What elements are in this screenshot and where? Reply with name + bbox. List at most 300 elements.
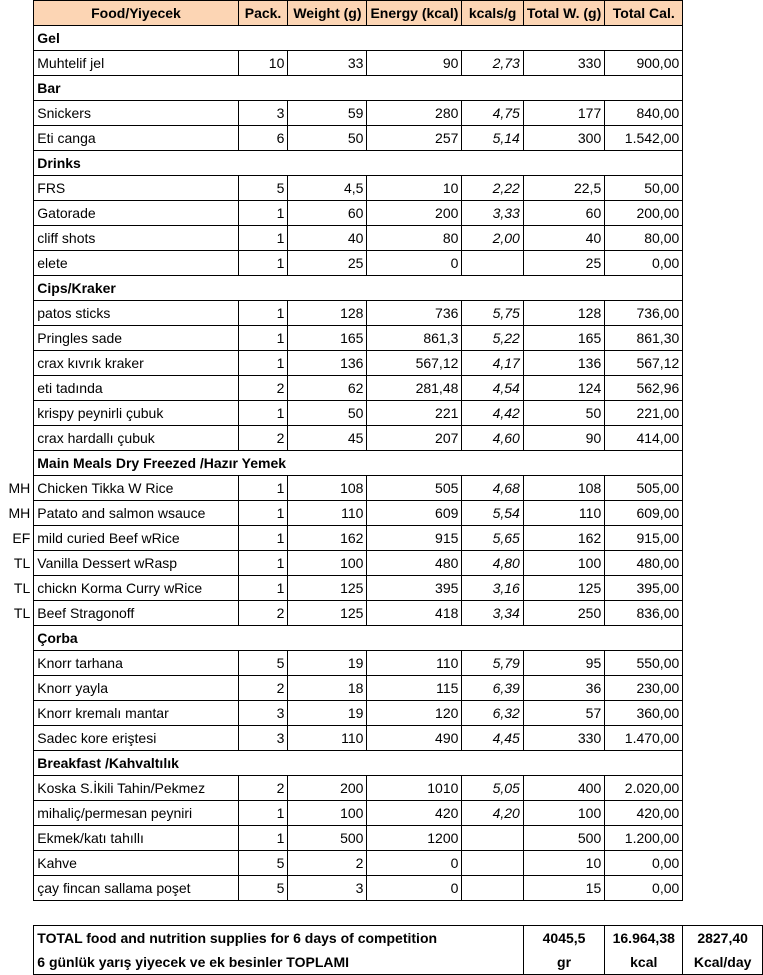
blank-cell [683, 726, 763, 751]
blank-cell [0, 276, 34, 301]
item-total-cal: 1.200,00 [605, 826, 683, 851]
blank-cell [683, 151, 763, 176]
item-energy: 505 [367, 476, 462, 501]
item-name: Snickers [34, 101, 238, 126]
blank-cell [683, 176, 763, 201]
table-row [0, 326, 763, 351]
table-row [0, 101, 763, 126]
item-name: krispy peynirli çubuk [34, 401, 238, 426]
table-row [0, 651, 763, 676]
item-pack: 5 [238, 651, 288, 676]
item-total-cal: 840,00 [605, 101, 683, 126]
table-row [0, 376, 763, 401]
item-energy: 1200 [367, 826, 462, 851]
item-total-cal: 360,00 [605, 701, 683, 726]
row-tag [0, 426, 34, 451]
item-pack: 1 [238, 401, 288, 426]
table-row [0, 301, 763, 326]
item-pack: 3 [238, 701, 288, 726]
blank-cell [683, 426, 763, 451]
item-pack: 1 [238, 526, 288, 551]
item-total-cal: 221,00 [605, 401, 683, 426]
blank-cell [683, 351, 763, 376]
item-weight: 2 [288, 851, 367, 876]
item-pack: 6 [238, 126, 288, 151]
row-tag [0, 126, 34, 151]
section-row [0, 151, 763, 176]
item-pack: 3 [238, 101, 288, 126]
section-row [0, 76, 763, 101]
item-pack: 10 [238, 51, 288, 76]
row-tag [0, 226, 34, 251]
item-name: Gatorade [34, 201, 238, 226]
row-tag [0, 676, 34, 701]
row-tag: TL [13, 580, 31, 596]
item-energy: 395 [367, 576, 462, 601]
item-pack: 5 [238, 176, 288, 201]
table-row [0, 351, 763, 376]
item-total-weight: 95 [523, 651, 604, 676]
item-total-cal: 505,00 [605, 476, 683, 501]
table-row [0, 726, 763, 751]
total-weight-value: 4045,5 [523, 926, 604, 951]
col-header-weight: Weight (g) [288, 1, 367, 26]
item-name: crax hardallı çubuk [34, 426, 238, 451]
item-energy: 567,12 [367, 351, 462, 376]
item-total-cal: 0,00 [605, 851, 683, 876]
item-name: cliff shots [34, 226, 238, 251]
item-name: çay fincan sallama poşet [34, 876, 238, 901]
item-total-weight: 90 [523, 426, 604, 451]
item-total-weight: 110 [523, 501, 604, 526]
row-tag: MH [8, 480, 31, 496]
item-total-weight: 300 [523, 126, 604, 151]
section-title: Bar [34, 76, 683, 101]
item-energy: 915 [367, 526, 462, 551]
item-kcals-g: 2,22 [462, 176, 523, 201]
item-kcals-g [462, 251, 523, 276]
table-row [0, 801, 763, 826]
item-kcals-g: 4,68 [462, 476, 523, 501]
blank-cell [683, 676, 763, 701]
item-pack: 2 [238, 676, 288, 701]
item-name: eti tadında [34, 376, 238, 401]
item-kcals-g: 5,05 [462, 776, 523, 801]
item-total-weight: 128 [523, 301, 604, 326]
section-row [0, 26, 763, 51]
row-tag [0, 876, 34, 901]
item-kcals-g: 4,54 [462, 376, 523, 401]
row-tag [0, 801, 34, 826]
col-header-energy: Energy (kcal) [367, 1, 462, 26]
item-energy: 115 [367, 676, 462, 701]
blank-cell [683, 826, 763, 851]
blank-cell [683, 576, 763, 601]
item-name: FRS [34, 176, 238, 201]
item-weight: 108 [288, 476, 367, 501]
row-tag [0, 401, 34, 426]
item-name: Vanilla Dessert wRasp [34, 551, 238, 576]
table-row [0, 576, 763, 601]
section-title: Cips/Kraker [34, 276, 683, 301]
item-pack: 1 [238, 326, 288, 351]
item-pack: 2 [238, 776, 288, 801]
item-total-cal: 0,00 [605, 251, 683, 276]
item-name: Pringles sade [34, 326, 238, 351]
blank-cell [683, 201, 763, 226]
blank-cell [0, 950, 34, 975]
item-pack: 1 [238, 476, 288, 501]
total-row [0, 926, 763, 951]
item-pack: 5 [238, 876, 288, 901]
item-total-cal: 80,00 [605, 226, 683, 251]
item-energy: 200 [367, 201, 462, 226]
blank-cell [683, 101, 763, 126]
item-name: Patato and salmon wsauce [34, 501, 238, 526]
item-weight: 125 [288, 576, 367, 601]
item-total-cal: 609,00 [605, 501, 683, 526]
item-total-cal: 736,00 [605, 301, 683, 326]
row-tag [0, 376, 34, 401]
item-weight: 165 [288, 326, 367, 351]
item-pack: 1 [238, 201, 288, 226]
row-tag: EF [12, 530, 31, 546]
blank-cell [683, 651, 763, 676]
row-tag [0, 101, 34, 126]
item-weight: 3 [288, 876, 367, 901]
item-total-weight: 125 [523, 576, 604, 601]
item-energy: 280 [367, 101, 462, 126]
blank-cell [0, 751, 34, 776]
table-row [0, 401, 763, 426]
item-kcals-g: 5,75 [462, 301, 523, 326]
spacer-row [0, 901, 763, 926]
item-name: elete [34, 251, 238, 276]
item-energy: 0 [367, 876, 462, 901]
header-row [0, 1, 763, 26]
item-energy: 90 [367, 51, 462, 76]
item-total-cal: 1.470,00 [605, 726, 683, 751]
row-tag [0, 851, 34, 876]
item-total-weight: 60 [523, 201, 604, 226]
table-row [0, 551, 763, 576]
item-weight: 19 [288, 701, 367, 726]
item-kcals-g: 5,14 [462, 126, 523, 151]
item-total-weight: 162 [523, 526, 604, 551]
blank-cell [0, 626, 34, 651]
item-energy: 281,48 [367, 376, 462, 401]
item-energy: 418 [367, 601, 462, 626]
item-energy: 120 [367, 701, 462, 726]
table-row [0, 251, 763, 276]
table-row [0, 501, 763, 526]
item-name: Knorr yayla [34, 676, 238, 701]
item-weight: 59 [288, 101, 367, 126]
per-day-value: 2827,40 [683, 926, 763, 951]
blank-cell [683, 526, 763, 551]
row-tag: TL [13, 605, 31, 621]
col-header-total-w: Total W. (g) [523, 1, 604, 26]
blank-cell [683, 501, 763, 526]
item-total-weight: 330 [523, 51, 604, 76]
section-row [0, 451, 763, 476]
item-total-cal: 0,00 [605, 876, 683, 901]
blank-cell [0, 901, 763, 926]
item-total-cal: 861,30 [605, 326, 683, 351]
item-kcals-g: 4,17 [462, 351, 523, 376]
item-pack: 1 [238, 826, 288, 851]
item-total-cal: 567,12 [605, 351, 683, 376]
item-energy: 257 [367, 126, 462, 151]
blank-cell [683, 751, 763, 776]
section-title: Drinks [34, 151, 683, 176]
item-energy: 0 [367, 851, 462, 876]
row-tag [0, 301, 34, 326]
item-kcals-g: 5,54 [462, 501, 523, 526]
blank-cell [0, 151, 34, 176]
item-energy: 861,3 [367, 326, 462, 351]
item-total-weight: 165 [523, 326, 604, 351]
item-pack: 5 [238, 851, 288, 876]
item-name: Chicken Tikka W Rice [34, 476, 238, 501]
item-weight: 500 [288, 826, 367, 851]
blank-cell [683, 376, 763, 401]
item-pack: 1 [238, 576, 288, 601]
item-kcals-g: 4,42 [462, 401, 523, 426]
blank-cell [0, 926, 34, 951]
item-energy: 490 [367, 726, 462, 751]
item-pack: 1 [238, 501, 288, 526]
table-row [0, 776, 763, 801]
item-weight: 128 [288, 301, 367, 326]
item-total-weight: 177 [523, 101, 604, 126]
item-weight: 18 [288, 676, 367, 701]
item-energy: 420 [367, 801, 462, 826]
blank-cell [683, 51, 763, 76]
col-header-total-cal: Total Cal. [605, 1, 683, 26]
item-kcals-g [462, 876, 523, 901]
section-title: Çorba [34, 626, 683, 651]
item-total-weight: 57 [523, 701, 604, 726]
table-row [0, 51, 763, 76]
item-name: Koska S.İkili Tahin/Pekmez [34, 776, 238, 801]
item-total-weight: 124 [523, 376, 604, 401]
section-row [0, 276, 763, 301]
item-total-cal: 550,00 [605, 651, 683, 676]
table-row [0, 851, 763, 876]
item-weight: 162 [288, 526, 367, 551]
item-name: mihaliç/permesan peyniri [34, 801, 238, 826]
table-row [0, 601, 763, 626]
item-kcals-g: 5,79 [462, 651, 523, 676]
item-total-weight: 400 [523, 776, 604, 801]
item-weight: 100 [288, 801, 367, 826]
item-weight: 110 [288, 726, 367, 751]
blank-cell [683, 626, 763, 651]
item-name: Muhtelif jel [34, 51, 238, 76]
table-row [0, 176, 763, 201]
item-kcals-g [462, 826, 523, 851]
item-name: Ekmek/katı tahıllı [34, 826, 238, 851]
item-energy: 80 [367, 226, 462, 251]
item-energy: 736 [367, 301, 462, 326]
item-name: crax kıvrık kraker [34, 351, 238, 376]
item-name: mild curied Beef wRice [34, 526, 238, 551]
row-tag: MH [8, 505, 31, 521]
item-total-cal: 395,00 [605, 576, 683, 601]
row-tag [0, 351, 34, 376]
table-row [0, 201, 763, 226]
item-total-weight: 15 [523, 876, 604, 901]
blank-cell [683, 126, 763, 151]
item-pack: 2 [238, 426, 288, 451]
item-total-weight: 25 [523, 251, 604, 276]
total-row [0, 950, 763, 975]
item-total-cal: 230,00 [605, 676, 683, 701]
blank-cell [683, 76, 763, 101]
table-row [0, 676, 763, 701]
item-total-weight: 40 [523, 226, 604, 251]
total-label-tr: 6 günlük yarış yiyecek ve ek besinler TOPLAMI [34, 950, 524, 975]
item-total-weight: 100 [523, 551, 604, 576]
blank-cell [683, 701, 763, 726]
table-row [0, 226, 763, 251]
item-weight: 100 [288, 551, 367, 576]
blank-cell [683, 601, 763, 626]
table-row [0, 526, 763, 551]
item-pack: 1 [238, 301, 288, 326]
item-weight: 4,5 [288, 176, 367, 201]
item-weight: 60 [288, 201, 367, 226]
blank-cell [683, 876, 763, 901]
col-header-food: Food/Yiyecek [34, 1, 238, 26]
item-name: Kahve [34, 851, 238, 876]
item-energy: 10 [367, 176, 462, 201]
item-energy: 0 [367, 251, 462, 276]
item-total-cal: 50,00 [605, 176, 683, 201]
item-kcals-g: 2,73 [462, 51, 523, 76]
row-tag [0, 326, 34, 351]
blank-cell [683, 226, 763, 251]
item-energy: 207 [367, 426, 462, 451]
item-total-weight: 108 [523, 476, 604, 501]
item-pack: 2 [238, 376, 288, 401]
item-total-weight: 50 [523, 401, 604, 426]
item-kcals-g: 4,60 [462, 426, 523, 451]
col-header-kcals-g: kcals/g [462, 1, 523, 26]
item-kcals-g: 4,75 [462, 101, 523, 126]
item-total-cal: 562,96 [605, 376, 683, 401]
item-pack: 1 [238, 226, 288, 251]
blank-cell [0, 26, 34, 51]
item-energy: 480 [367, 551, 462, 576]
item-total-weight: 500 [523, 826, 604, 851]
item-total-cal: 2.020,00 [605, 776, 683, 801]
item-total-cal: 1.542,00 [605, 126, 683, 151]
section-title: Main Meals Dry Freezed /Hazır Yemek [34, 451, 683, 476]
blank-cell [683, 801, 763, 826]
blank-cell [683, 326, 763, 351]
row-tag [0, 651, 34, 676]
blank-cell [683, 451, 763, 476]
item-total-cal: 915,00 [605, 526, 683, 551]
item-energy: 221 [367, 401, 462, 426]
item-name: patos sticks [34, 301, 238, 326]
item-weight: 62 [288, 376, 367, 401]
section-title: Gel [34, 26, 683, 51]
row-tag [0, 726, 34, 751]
item-weight: 19 [288, 651, 367, 676]
item-kcals-g: 3,33 [462, 201, 523, 226]
item-kcals-g: 4,20 [462, 801, 523, 826]
blank-cell [0, 451, 34, 476]
row-tag [0, 776, 34, 801]
item-name: Sadec kore eriştesi [34, 726, 238, 751]
item-total-cal: 420,00 [605, 801, 683, 826]
item-pack: 1 [238, 351, 288, 376]
total-weight-unit: gr [523, 950, 604, 975]
blank-cell [683, 251, 763, 276]
item-weight: 50 [288, 126, 367, 151]
blank-cell [683, 276, 763, 301]
item-total-weight: 10 [523, 851, 604, 876]
item-total-cal: 200,00 [605, 201, 683, 226]
table-row [0, 426, 763, 451]
col-header-pack: Pack. [238, 1, 288, 26]
item-total-weight: 36 [523, 676, 604, 701]
row-tag [0, 251, 34, 276]
total-cal-unit: kcal [605, 950, 683, 975]
item-energy: 609 [367, 501, 462, 526]
blank-cell [0, 1, 34, 26]
table-row [0, 126, 763, 151]
item-total-cal: 900,00 [605, 51, 683, 76]
item-kcals-g [462, 851, 523, 876]
blank-cell [683, 476, 763, 501]
row-tag [0, 51, 34, 76]
item-weight: 40 [288, 226, 367, 251]
total-label-en: TOTAL food and nutrition supplies for 6 days of competition [34, 926, 524, 951]
blank-cell [683, 301, 763, 326]
item-kcals-g: 2,00 [462, 226, 523, 251]
item-total-weight: 250 [523, 601, 604, 626]
item-kcals-g: 6,39 [462, 676, 523, 701]
row-tag [0, 176, 34, 201]
item-kcals-g: 3,34 [462, 601, 523, 626]
item-kcals-g: 5,65 [462, 526, 523, 551]
item-kcals-g: 3,16 [462, 576, 523, 601]
item-total-cal: 480,00 [605, 551, 683, 576]
item-pack: 2 [238, 601, 288, 626]
item-energy: 1010 [367, 776, 462, 801]
total-cal-value: 16.964,38 [605, 926, 683, 951]
section-row [0, 751, 763, 776]
item-name: Eti canga [34, 126, 238, 151]
item-weight: 110 [288, 501, 367, 526]
section-title: Breakfast /Kahvaltılık [34, 751, 683, 776]
row-tag [0, 826, 34, 851]
item-name: Knorr tarhana [34, 651, 238, 676]
item-kcals-g: 6,32 [462, 701, 523, 726]
item-name: Beef Stragonoff [34, 601, 238, 626]
item-kcals-g: 4,80 [462, 551, 523, 576]
item-total-weight: 136 [523, 351, 604, 376]
blank-cell [683, 401, 763, 426]
item-pack: 1 [238, 801, 288, 826]
blank-cell [683, 26, 763, 51]
item-weight: 45 [288, 426, 367, 451]
blank-cell [683, 1, 763, 26]
